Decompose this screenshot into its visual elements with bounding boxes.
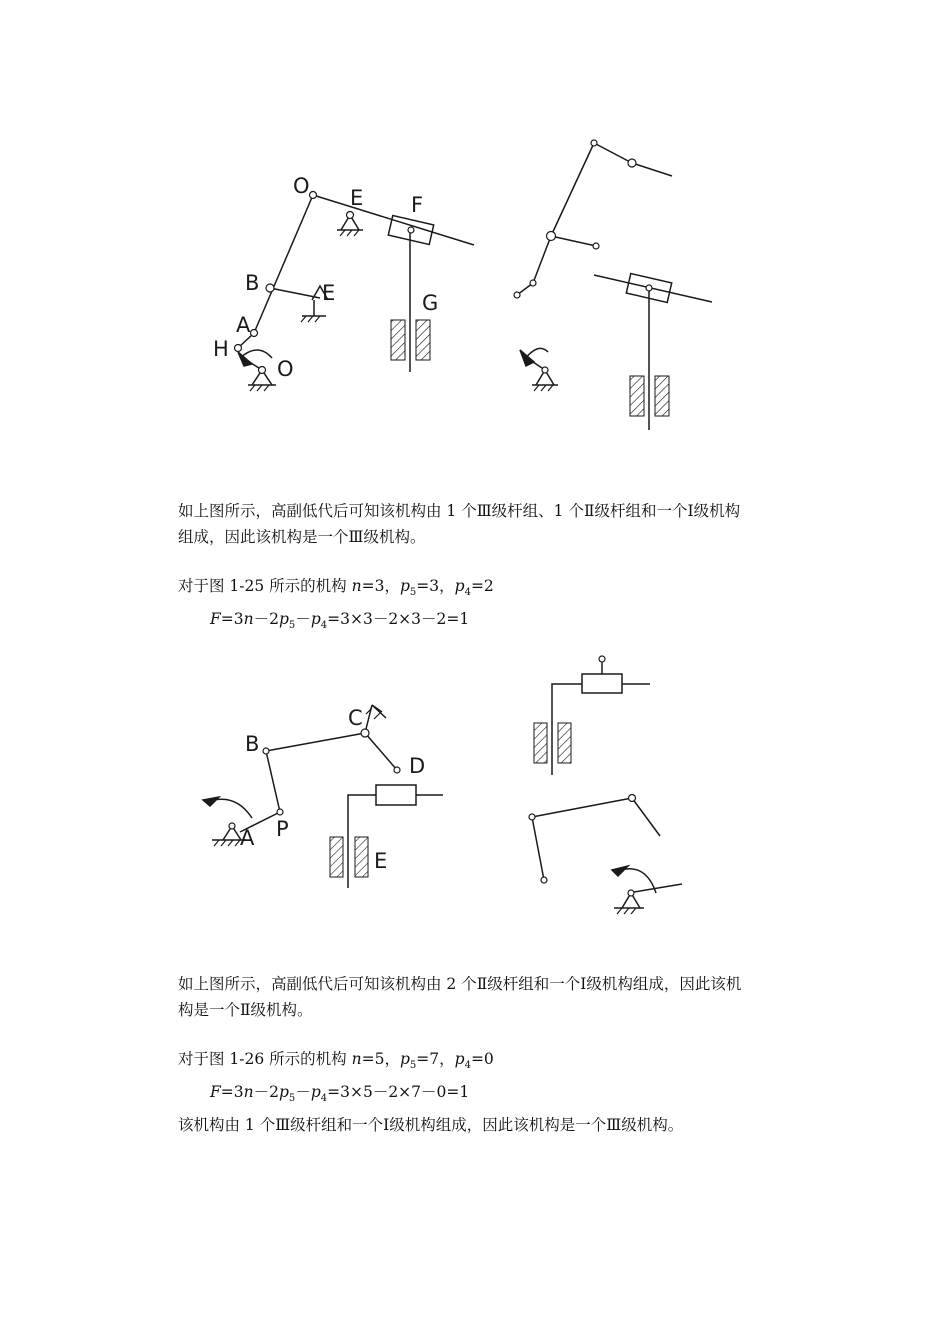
label-h: H xyxy=(213,337,229,361)
figure-2 xyxy=(0,640,950,940)
formula-block-1 xyxy=(178,573,818,639)
label-o-top: O xyxy=(293,174,310,198)
label-o-bottom: O xyxy=(277,357,294,381)
right-mechanism-1 xyxy=(517,143,712,430)
left-mechanism-2 xyxy=(203,705,443,888)
text-1-line-1: 如上图所示，高副低代后可知该机构由 1 个Ⅲ级杆组、1 个Ⅱ级杆组和一个Ⅰ级机构 xyxy=(178,502,741,520)
text-2-line-2: 构是一个Ⅱ级机构。 xyxy=(178,1001,313,1019)
label-b: B xyxy=(245,271,260,295)
label-f: F xyxy=(411,193,424,217)
formula-block-2 xyxy=(178,1046,818,1138)
label-a2: A xyxy=(240,826,255,850)
analysis-text-1 xyxy=(178,498,818,550)
label-a: A xyxy=(236,313,251,337)
label-p: P xyxy=(276,817,289,841)
text-2-line-1: 如上图所示，高副低代后可知该机构由 2 个Ⅱ级杆组和一个Ⅰ级机构组成，因此该机 xyxy=(178,975,742,993)
figure-1 xyxy=(0,0,950,470)
formula-2-params: 对于图 1-26 所示的机构 n=5，$p_5=7$，$p_4=0$ xyxy=(178,1050,494,1072)
formula-2-calculation: $F=3n-2p_5-p_4=3\times 5-2\times 7-0=1$ xyxy=(210,1083,470,1105)
label-e2: E xyxy=(374,849,388,873)
conclusion-2: 该机构由 1 个Ⅲ级杆组和一个Ⅰ级机构组成，因此该机构是一个Ⅲ级机构。 xyxy=(178,1116,684,1135)
formula-1-params: 对于图 1-25 所示的机构 n=3，$p_5=3$，$p_4=2$ xyxy=(178,577,494,599)
label-d: D xyxy=(409,754,426,778)
label-e-mid: E xyxy=(322,281,336,305)
label-c: C xyxy=(348,706,363,730)
label-b2: B xyxy=(245,732,260,756)
right-mechanism-2 xyxy=(532,659,682,908)
text-1-line-2: 组成，因此该机构是一个Ⅲ级机构。 xyxy=(178,528,426,546)
formula-1-calculation: $F=3n-2p_5-p_4=3\times 3-2\times 3-2=1$ xyxy=(210,610,470,632)
label-g: G xyxy=(422,291,439,315)
analysis-text-2 xyxy=(178,971,818,1023)
label-e-top: E xyxy=(350,186,364,210)
